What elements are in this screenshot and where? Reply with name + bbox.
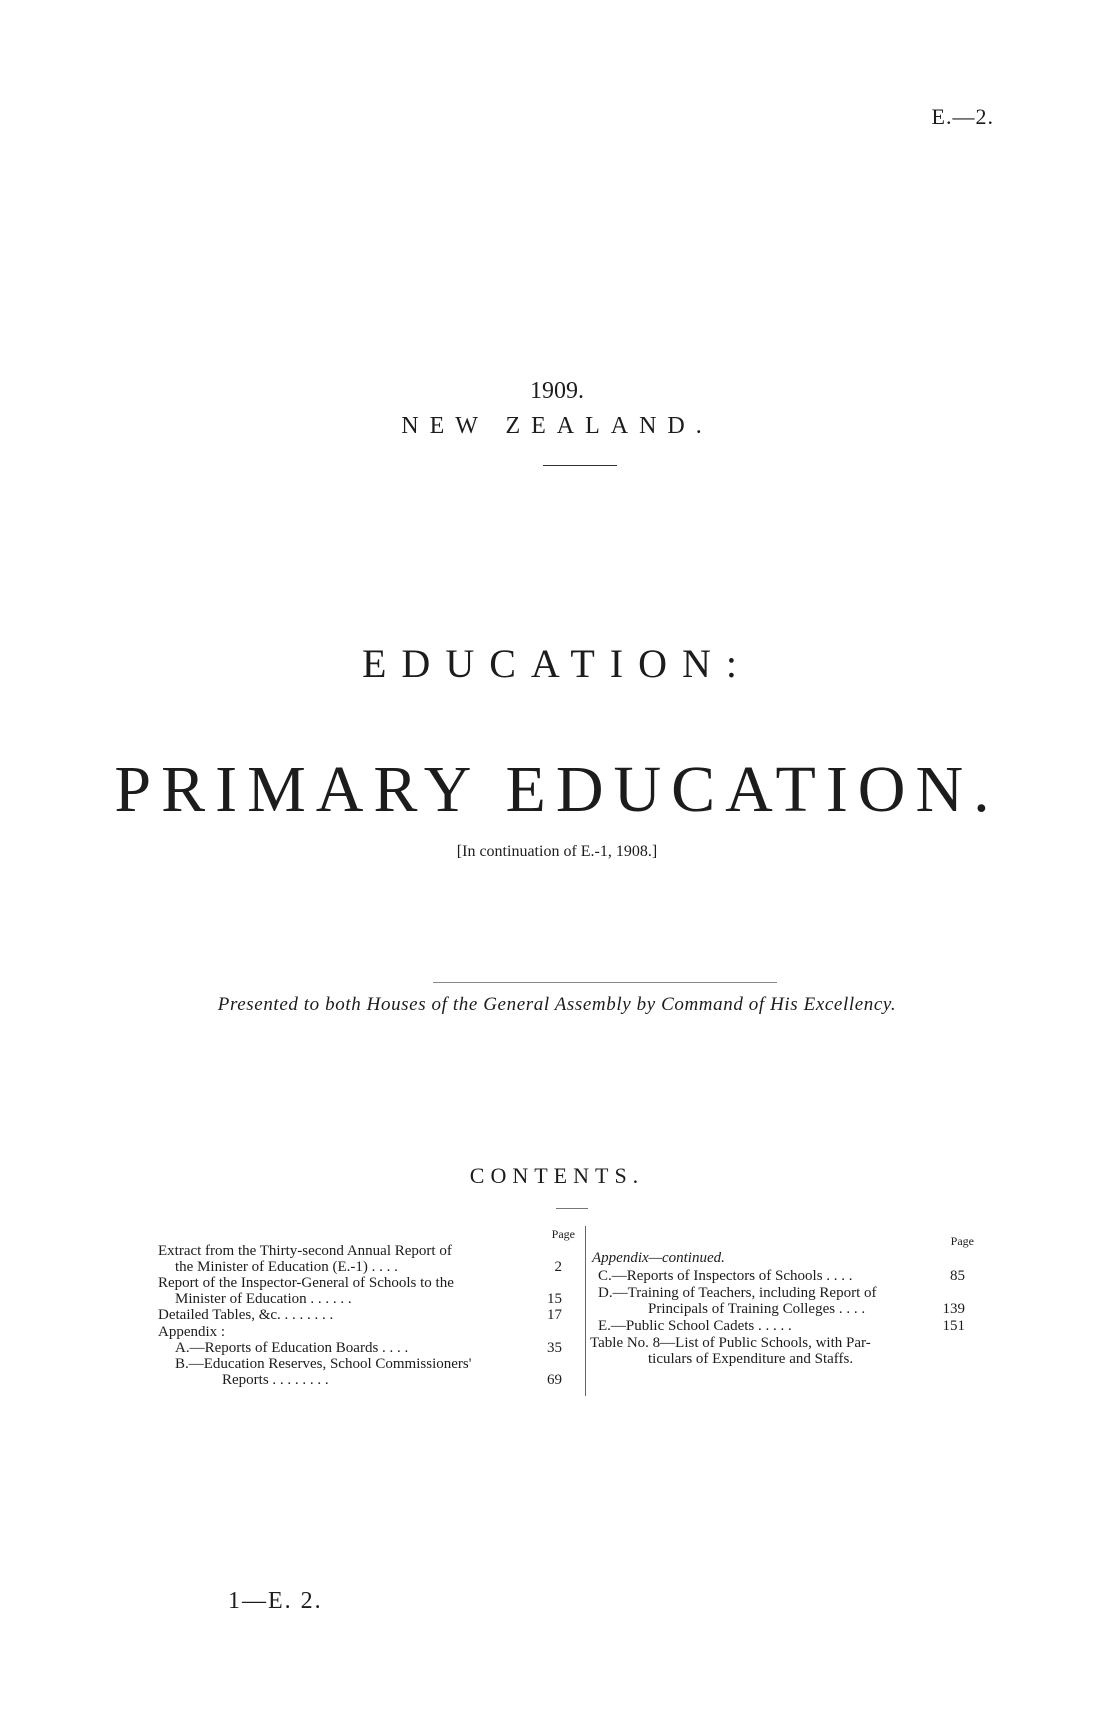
footer-reference: 1—E. 2. (228, 1588, 323, 1614)
toc-entry-text: Reports . . . . . . . . (222, 1372, 329, 1388)
toc-entry-text: A.—Reports of Education Boards . . . . (175, 1340, 409, 1356)
divider-rule (556, 1208, 588, 1209)
continuation-note: [In continuation of E.-1, 1908.] (456, 843, 658, 860)
toc-entry-text: Appendix—continued. (592, 1250, 725, 1266)
toc-entry-text: C.—Reports of Inspectors of Schools . . . . (598, 1268, 853, 1284)
year: 1909. (530, 378, 584, 404)
page-column-header: Page (950, 1234, 974, 1248)
toc-page-number: 15 (547, 1291, 562, 1307)
divider-rule (433, 982, 777, 983)
toc-entry-text: D.—Training of Teachers, including Report of (598, 1285, 877, 1301)
toc-entry-text: B.—Education Reserves, School Commissioners' (175, 1356, 472, 1372)
toc-page-number: 2 (554, 1259, 562, 1275)
toc-entry-text: ticulars of Expenditure and Staffs. (648, 1351, 854, 1367)
toc-entry-text: Extract from the Thirty-second Annual Report of (158, 1243, 452, 1259)
page-subtitle: PRIMARY EDUCATION. (114, 753, 1000, 826)
presented-line: Presented to both Houses of the General Assembly by Command of His Excellency. (217, 994, 897, 1015)
toc-entry-text: Report of the Inspector-General of Schools to the (158, 1275, 454, 1291)
page-column-header: Page (551, 1227, 575, 1241)
divider-rule (543, 465, 617, 466)
toc-page-number: 139 (942, 1301, 965, 1317)
toc-entry-text: Table No. 8—List of Public Schools, with Par- (590, 1335, 871, 1351)
toc-entry-text: Minister of Education . . . . . . (175, 1291, 352, 1307)
country: NEW ZEALAND. (401, 413, 713, 439)
toc-page-number: 35 (547, 1340, 562, 1356)
toc-entry-text: Detailed Tables, &c. . . . . . . . (158, 1307, 334, 1323)
column-divider (585, 1226, 586, 1396)
toc-entry-text: the Minister of Education (E.-1) . . . . (175, 1259, 398, 1275)
toc-entry-text: Appendix : (158, 1324, 226, 1340)
toc-entry-text: E.—Public School Cadets . . . . . (598, 1318, 792, 1334)
toc-page-number: 151 (942, 1318, 965, 1334)
contents-heading: CONTENTS. (469, 1163, 645, 1188)
toc-entry-text: Principals of Training Colleges . . . . (648, 1301, 866, 1317)
toc-page-number: 17 (547, 1307, 562, 1323)
toc-page-number: 85 (950, 1268, 965, 1284)
document-reference: E.—2. (931, 104, 994, 129)
page-title: EDUCATION: (362, 641, 752, 686)
toc-page-number: 69 (547, 1372, 562, 1388)
